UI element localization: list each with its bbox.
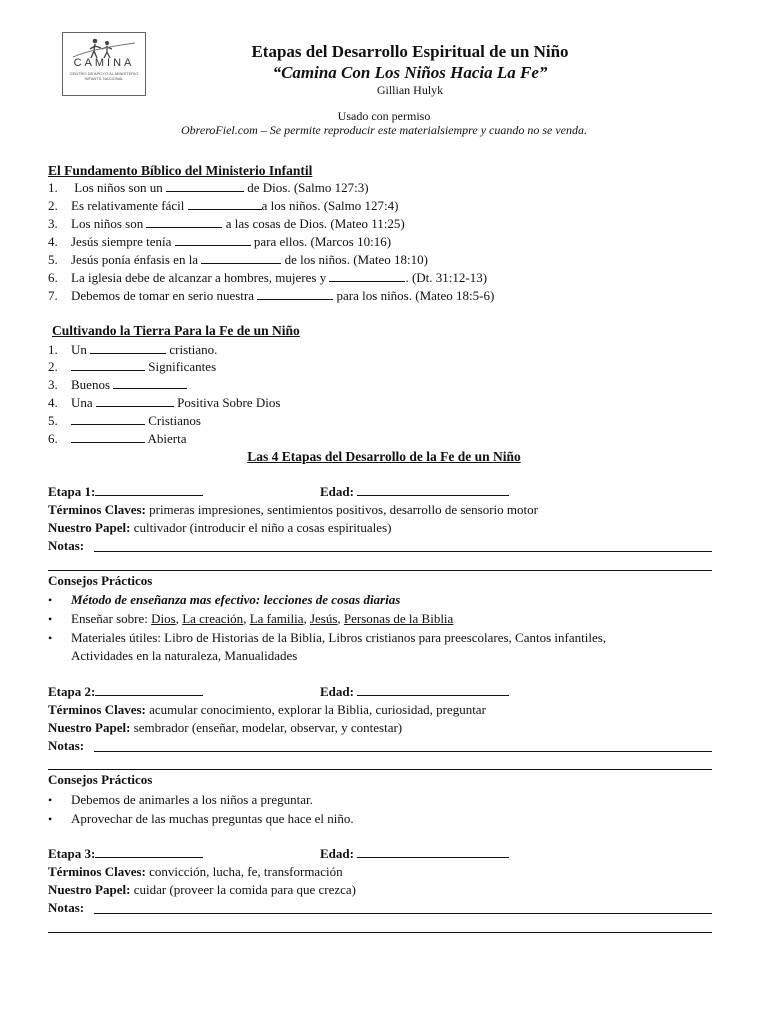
etapa1-terminos: Términos Claves: primeras impresiones, sentimientos positivos, desarrollo de sensorio motor xyxy=(48,502,538,517)
etapa2-edad: Edad: xyxy=(320,684,509,700)
etapa2-bullet: • Aprovechar de las muchas preguntas que hace el niño. xyxy=(48,811,354,826)
fundamento-item: 1. Los niños son un de Dios. (Salmo 127:3) xyxy=(48,180,369,195)
etapa3-terminos: Términos Claves: convicción, lucha, fe, transformación xyxy=(48,864,343,879)
document-subtitle: “Camina Con Los Niños Hacia La Fe” xyxy=(272,63,548,82)
etapa1-bullet: • Enseñar sobre: Dios, La creación, La familia, Jesús, Personas de la Biblia xyxy=(48,611,454,626)
cultivando-item: 4. Una Positiva Sobre Dios xyxy=(48,395,281,410)
etapa2-terminos: Términos Claves: acumular conocimiento, explorar la Biblia, curiosidad, preguntar xyxy=(48,702,486,717)
cultivando-heading: Cultivando la Tierra Para la Fe de un Niño xyxy=(52,323,300,338)
children-figures-icon xyxy=(71,37,139,59)
etapa3-notas-label: Notas: xyxy=(48,900,85,915)
etapa1-consejos-heading: Consejos Prácticos xyxy=(48,573,153,588)
cultivando-item: 1. Un cristiano. xyxy=(48,342,218,357)
cultivando-item: 5. Cristianos xyxy=(48,413,201,428)
fundamento-item: 3. Los niños son a las cosas de Dios. (Mateo 11:25) xyxy=(48,216,405,231)
etapa1-bullet-cont: Actividades en la naturaleza, Manualidades xyxy=(71,648,298,663)
cultivando-item: 2. Significantes xyxy=(48,359,217,374)
etapa2-header: Etapa 2: xyxy=(48,684,203,700)
permission-note: Usado con permiso xyxy=(337,109,431,123)
fundamento-item: 7. Debemos de tomar en serio nuestra para los niños. (Mateo 18:5-6) xyxy=(48,288,495,303)
etapa1-notas-label: Notas: xyxy=(48,538,85,553)
author-name: Gillian Hulyk xyxy=(376,83,444,97)
etapa1-notas-line-2 xyxy=(48,570,712,571)
etapa1-edad: Edad: xyxy=(320,484,509,500)
cultivando-item: 6. Abierta xyxy=(48,431,187,446)
fundamento-item: 6. La iglesia debe de alcanzar a hombres, mujeres y . (Dt. 31:12-13) xyxy=(48,270,488,285)
fundamento-item: 5. Jesús ponía énfasis en la de los niños. (Mateo 18:10) xyxy=(48,252,428,267)
etapa2-notas-label: Notas: xyxy=(48,738,85,753)
etapa3-notas-line-2 xyxy=(48,932,712,933)
etapa1-notas-line xyxy=(94,551,712,552)
fundamento-heading: El Fundamento Bíblico del Ministerio Infantil xyxy=(48,163,313,178)
camina-logo xyxy=(62,32,146,96)
reproduction-note: ObreroFiel.com – Se permite reproducir este materialsiempre y cuando no se venda. xyxy=(180,123,587,137)
document-title: Etapas del Desarrollo Espiritual de un Niño xyxy=(251,42,569,61)
logo-wordmark: CAMINA xyxy=(73,57,135,69)
fundamento-item: 2. Es relativamente fácil a los niños. (Salmo 127:4) xyxy=(48,198,399,213)
etapa2-notas-line-2 xyxy=(48,769,712,770)
etapa1-header: Etapa 1: xyxy=(48,484,203,500)
logo-tagline: CENTRO DE APOYO AL MINISTERIO INFANTIL NACIONAL xyxy=(69,71,139,81)
etapa2-papel: Nuestro Papel: sembrador (enseñar, modelar, observar, y contestar) xyxy=(48,720,403,735)
etapa3-papel: Nuestro Papel: cuidar (proveer la comida para que crezca) xyxy=(48,882,357,897)
etapa1-bullet: • Materiales útiles: Libro de Historias de la Biblia, Libros cristianos para preescolares, Cantos infantiles, xyxy=(48,630,607,645)
etapa1-bullet: • Método de enseñanza mas efectivo: lecciones de cosas diarias xyxy=(48,592,401,607)
etapa3-notas-line xyxy=(94,913,712,914)
etapa3-edad: Edad: xyxy=(320,846,509,862)
fundamento-item: 4. Jesús siempre tenía para ellos. (Marcos 10:16) xyxy=(48,234,392,249)
etapas-heading: Las 4 Etapas del Desarrollo de la Fe de un Niño xyxy=(247,449,521,464)
etapa3-header: Etapa 3: xyxy=(48,846,203,862)
etapa2-notas-line xyxy=(94,751,712,752)
cultivando-item: 3. Buenos xyxy=(48,377,187,393)
etapa2-consejos-heading: Consejos Prácticos xyxy=(48,772,153,787)
etapa1-papel: Nuestro Papel: cultivador (introducir el niño a cosas espirituales) xyxy=(48,520,392,535)
etapa2-bullet: • Debemos de animarles a los niños a preguntar. xyxy=(48,792,313,807)
